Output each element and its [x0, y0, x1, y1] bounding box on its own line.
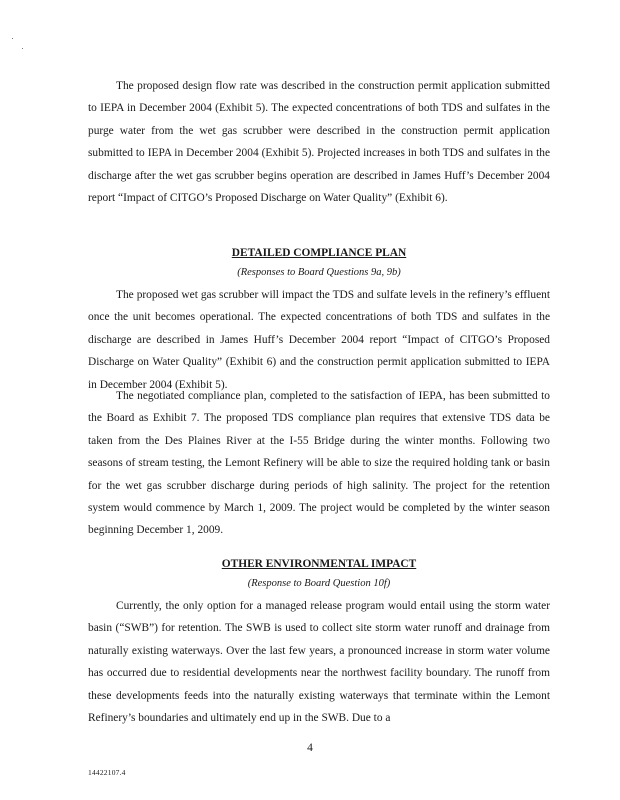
section-heading-compliance-plan: DETAILED COMPLIANCE PLAN — [231, 247, 407, 259]
paragraph-scrubber-impact: The proposed wet gas scrubber will impact the TDS and sulfate levels in the refinery’s effluent once the unit becomes operational. The expected concentrations of both TDS and sulfates in the discharge are described in James Huff’s December 2004 report “Impact of CITGO’s Proposed Discharge on Water Quality” (Exhibit 6) and the construction permit application submitted to IEPA in December 2004 (Exhibit 5). — [88, 289, 550, 391]
paragraph-storm-water-basin: Currently, the only option for a managed release program would entail using the storm water basin (“SWB”) for retention. The SWB is used to collect site storm water runoff and drainage from naturally existing waterways. Over the last few years, a pronounced increase in storm water volume has occurred due to residential developments near the northwest facility boundary. The runoff from these developments feeds into the naturally existing waterways that terminate within the Lemont Refinery’s boundaries and ultimately end up in the SWB. Due to a — [88, 600, 550, 725]
scan-speck — [22, 48, 23, 49]
paragraph-design-flow-rate: The proposed design flow rate was described in the construction permit application submitted to IEPA in December 2004 (Exhibit 5). The expected concentrations of both TDS and sulfates in the purge water from the wet gas scrubber were described in the construction permit application submitted to IEPA in December 2004 (Exhibit 5). Projected increases in both TDS and sulfates in the discharge after the wet gas scrubber begins operation are described in James Huff’s December 2004 report “Impact of CITGO’s Proposed Discharge on Water Quality” (Exhibit 6). — [88, 80, 550, 205]
section-subheading-compliance-plan: (Responses to Board Questions 9a, 9b) — [237, 267, 401, 278]
section-subheading-environmental-impact: (Response to Board Question 10f) — [247, 578, 391, 589]
document-id: 14422107.4 — [88, 768, 126, 777]
page-number: 4 — [307, 742, 313, 754]
paragraph-negotiated-compliance-plan: The negotiated compliance plan, completed to the satisfaction of IEPA, has been submitted to the Board as Exhibit 7. The proposed TDS compliance plan requires that extensive TDS data be taken from the Des Plaines River at the I-55 Bridge during the winter months. Following two seasons of stream testing, the Lemont Refinery will be able to size the required holding tank or basin for the wet gas scrubber discharge during periods of high salinity. The project for the retention system would commence by March 1, 2009. The project would be completed by the winter season beginning December 1, 2009. — [88, 390, 550, 537]
scan-speck — [12, 38, 13, 39]
section-heading-environmental-impact: OTHER ENVIRONMENTAL IMPACT — [221, 558, 417, 570]
